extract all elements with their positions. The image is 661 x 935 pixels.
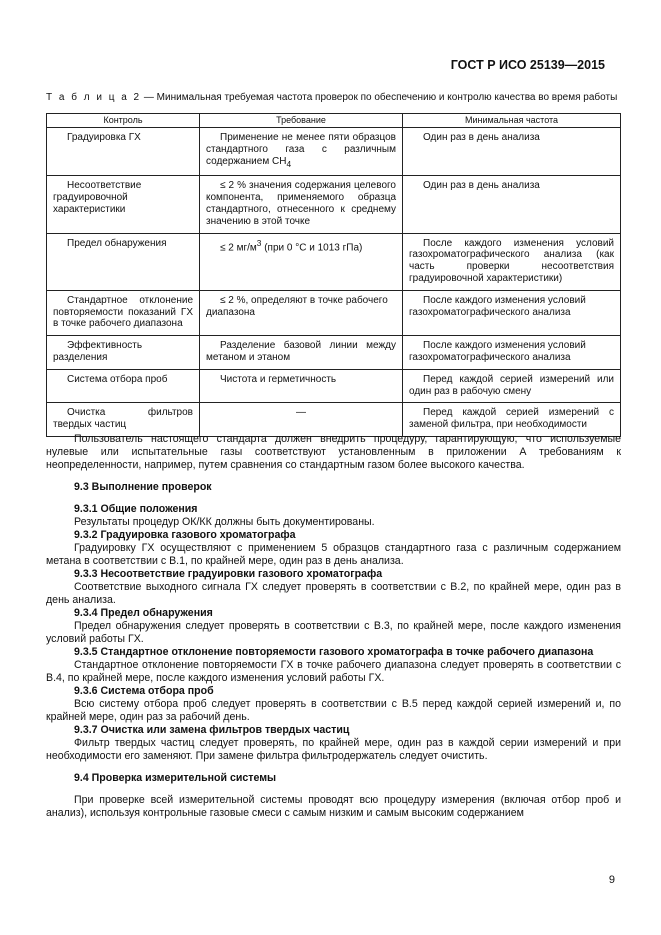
paragraph: Результаты процедур ОК/КК должны быть документированы. [74, 516, 375, 528]
header-control: Контроль [47, 114, 200, 128]
req-subscript: 4 [286, 158, 292, 169]
paragraph: Градуировку ГХ осуществляют с применением 5 образцов стандартного газа с различным содержанием метана в соответствии с В.1, по крайней мере, один раз в день анализа. [46, 542, 621, 567]
paragraph: Соответствие выходного сигнала ГХ следует проверять в соответствии с В.2, по крайней мере, один раз в день анализа. [46, 581, 621, 606]
paragraph: Пользователь настоящего стандарта должен внедрить процедуру, гарантирующую, что используемые нулевые или испытательные газы соответствуют установленным в приложении А требованиям к неопределенности, например, путем сравнения со стандартным газом более высокого качества. [46, 433, 621, 471]
header-frequency: Минимальная частота [403, 114, 621, 128]
paragraph: Стандартное отклонение повторяемости ГХ в точке рабочего диапазона следует проверять в соответствии с В.4, по крайней мере, после каждого изменения условий работы ГХ. [46, 659, 621, 684]
document-code: ГОСТ Р ИСО 25139—2015 [450, 58, 605, 72]
paragraph: При проверке всей измерительной системы проводят всю процедуру измерения (включая отбор проб и анализ), используя контрольные газовые смеси с самым низким и самым высоким содержанием [46, 794, 621, 819]
cell-frequency: Перед каждой серией измерений с заменой фильтра, при необходимости [403, 403, 621, 437]
page-number: 9 [608, 874, 615, 886]
req-tail: (при 0 °C и 1013 гПа) [261, 241, 363, 253]
subsection-heading: 9.3.4 Предел обнаружения [74, 607, 213, 619]
req-text: ≤ 2 мг/м [220, 241, 257, 253]
table-row [47, 369, 621, 403]
cell-control: Очистка фильтров твердых частиц [47, 403, 200, 437]
table-row [47, 128, 621, 176]
cell-control: Система отбора проб [47, 369, 200, 403]
subsection-heading: 9.3.5 Стандартное отклонение повторяемости газового хроматографа в точке рабочего диапазона [74, 646, 594, 658]
subsection-heading: 9.3.7 Очистка или замена фильтров твердых частиц [74, 724, 350, 736]
subsection-heading: 9.3.3 Несоответствие градуировки газового хроматографа [74, 568, 383, 580]
cell-requirement: Разделение базовой линии между метаном и этаном [200, 336, 403, 370]
body-text [46, 433, 621, 820]
subsection-heading: 9.3.2 Градуировка газового хроматографа [74, 529, 296, 541]
paragraph: Предел обнаружения следует проверять в соответствии с В.3, по крайней мере, после каждого изменения условий работы ГХ. [46, 620, 621, 645]
cell-frequency: Один раз в день анализа [403, 176, 621, 233]
req-text: Применение не менее пяти образцов стандартного газа с различным содержанием CH [206, 132, 396, 167]
table-caption [46, 92, 621, 103]
table-caption-prefix: Т а б л и ц а 2 [46, 92, 142, 103]
cell-frequency: Один раз в день анализа [403, 128, 621, 176]
cell-control: Градуировка ГХ [47, 128, 200, 176]
cell-frequency: После каждого изменения условий газохроматографического анализа (как часть проверки несоответствия градуировочной характеристики) [403, 233, 621, 290]
table-header-row [47, 114, 621, 128]
paragraph: Всю систему отбора проб следует проверять в соответствии с В.5 перед каждой серией измерений и, по крайней мере, один раз за рабочий день. [46, 698, 621, 723]
cell-frequency: После каждого изменения условий газохроматографического анализа [403, 290, 621, 335]
table-caption-text: — Минимальная требуемая частота проверок по обеспечению и контролю качества во время работы [141, 92, 618, 103]
header-requirement: Требование [200, 114, 403, 128]
cell-control: Несоответствие градуировочной характеристики [47, 176, 200, 233]
section-heading: 9.3 Выполнение проверок [74, 481, 212, 493]
req-superscript: 3 [256, 237, 262, 248]
section-heading: 9.4 Проверка измерительной системы [74, 772, 277, 784]
table-row [47, 336, 621, 370]
cell-requirement: ≤ 2 %, определяют в точке рабочего диапазона [200, 290, 403, 335]
paragraph: Фильтр твердых частиц следует проверять, по крайней мере, один раз в каждой серии измерений и при необходимости его заменяют. При замене фильтра фильтродержатель следует очистить. [46, 737, 621, 762]
cell-requirement: ≤ 2 % значения содержания целевого компонента, применяемого образца стандартного, отнесенного к среднему значению в этой точке [200, 176, 403, 233]
cell-frequency: Перед каждой серией измерений или один раз в рабочую смену [403, 369, 621, 403]
cell-requirement: — [200, 403, 403, 437]
cell-control: Стандартное отклонение повторяемости показаний ГХ в точке рабочего диапазона [47, 290, 200, 335]
subsection-heading: 9.3.6 Система отбора проб [74, 685, 214, 697]
subsection-heading: 9.3.1 Общие положения [74, 503, 198, 515]
qc-frequency-table [46, 113, 621, 437]
cell-requirement [200, 128, 403, 176]
table-row [47, 403, 621, 437]
table-row [47, 233, 621, 290]
table-row [47, 290, 621, 335]
cell-control: Предел обнаружения [47, 233, 200, 290]
table-row [47, 176, 621, 233]
cell-requirement: Чистота и герметичность [200, 369, 403, 403]
cell-control: Эффективность разделения [47, 336, 200, 370]
cell-requirement [200, 233, 403, 290]
cell-frequency: После каждого изменения условий газохроматографического анализа [403, 336, 621, 370]
